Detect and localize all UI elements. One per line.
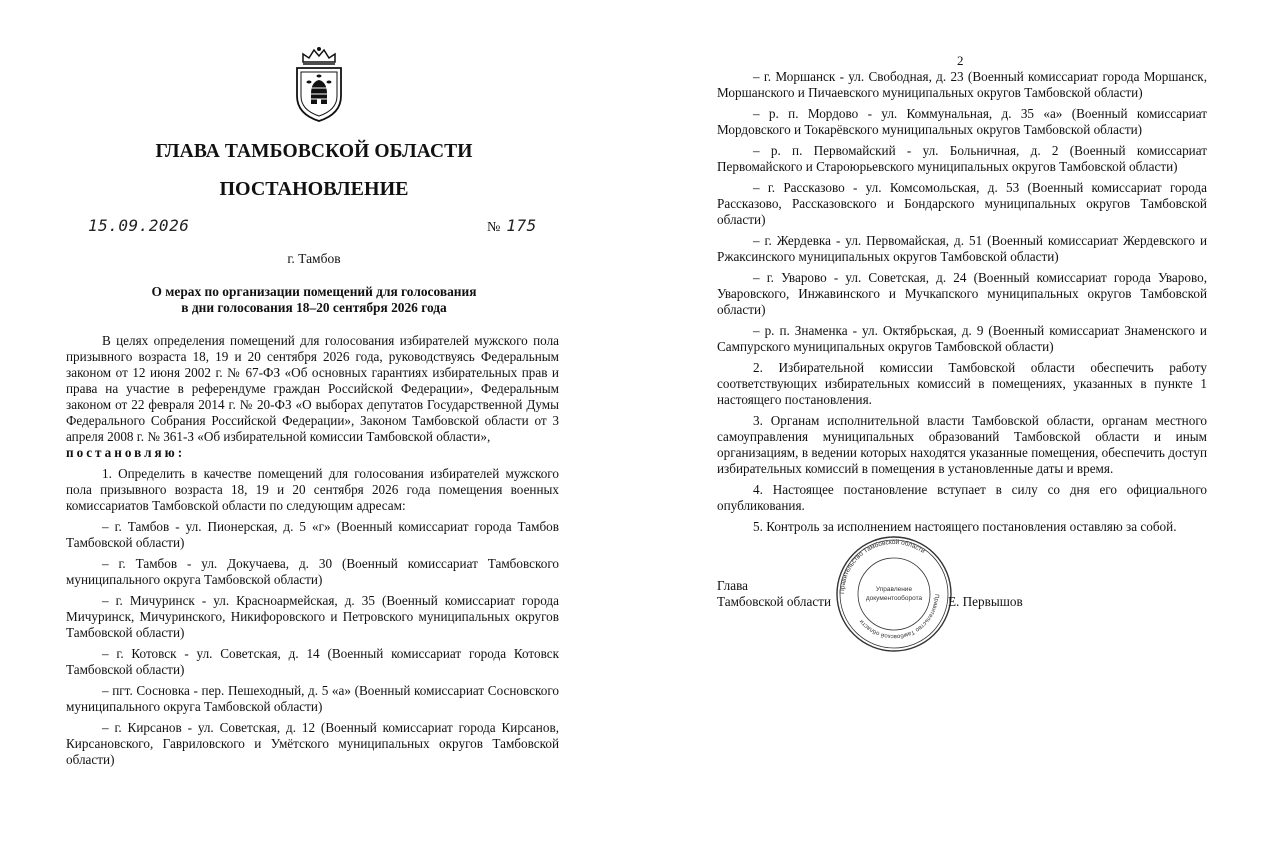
item-3-paragraph: 3. Органам исполнительной власти Тамбовской области, органам местного самоуправления муниципальных образований Тамбовской области и иным организациям, в ведении которых находятся указанные помещения, обеспечить доступ избирательных комиссий в помещения в установленные даты и время.: [717, 413, 1207, 476]
document-type: ПОСТАНОВЛЕНИЕ: [219, 178, 409, 200]
page-2: [640, 0, 1280, 851]
address-item: – г. Котовск - ул. Советская, д. 14 (Военный комиссариат города Котовск Тамбовской области): [66, 646, 559, 677]
address-item: – г. Мичуринск - ул. Красноармейская, д. 35 (Военный комиссариат города Мичуринск, Мичуринского, Никифоровского и Петровского муниципальных округов Тамбовской области): [66, 593, 559, 640]
page-number: 2: [957, 53, 964, 68]
address-item: – пгт. Сосновка - пер. Пешеходный, д. 5 «а» (Военный комиссариат Сосновского муниципального округа Тамбовской области): [66, 683, 559, 714]
signatory-title-line: Тамбовской области: [717, 594, 831, 609]
preamble-paragraph: В целях определения помещений для голосования избирателей мужского пола призывного возраста 18, 19 и 20 сентября 2026 года, руководствуясь Федеральным законом от 12 июня 2002 г. № 67-ФЗ «Об основных гарантиях избирательных прав и права на участие в референдуме граждан Российской Федерации», Федеральным законом от 22 февраля 2014 г. № 20-ФЗ «О выборах депутатов Государственной Думы Федерального Собрания Российской Федерации», Законом Тамбовской области от 3 апреля 2008 г. № 361-З «Об избирательной комиссии Тамбовской области»,: [66, 333, 559, 444]
decree-line: постановляю:: [66, 445, 183, 460]
stamp-ring-text: Правительство Тамбовской области: [858, 593, 940, 640]
address-item: – р. п. Первомайский - ул. Больничная, д. 2 (Военный комиссариат Первомайского и Староюрьевского муниципальных округов Тамбовской области): [717, 143, 1207, 174]
stamp-ring-text: Правительство Тамбовской области: [838, 538, 927, 595]
coat-of-arms-emblem: [289, 46, 349, 124]
address-item: – г. Моршанск - ул. Свободная, д. 23 (Военный комиссариат города Моршанск, Моршанского и Пичаевского муниципальных округов Тамбовской области): [717, 69, 1207, 100]
address-item: – р. п. Знаменка - ул. Октябрьская, д. 9 (Военный комиссариат Знаменского и Сампурского муниципальных округов Тамбовской области): [717, 323, 1207, 354]
body-text: [66, 333, 559, 773]
stamp-center-text: Управление: [875, 586, 913, 593]
item-4-paragraph: 4. Настоящее постановление вступает в силу со дня его официального опубликования.: [717, 482, 1207, 513]
document-title: [60, 284, 568, 316]
handwritten-number: 175: [506, 216, 537, 235]
address-item: – г. Рассказово - ул. Комсомольская, д. 53 (Военный комиссариат города Рассказово, Рассказовского и Бондарского муниципальных округов Тамбовской области): [717, 180, 1207, 227]
address-item: – г. Тамбов - ул. Пионерская, д. 5 «г» (Военный комиссариат города Тамбов Тамбовской области): [66, 519, 559, 550]
item-2-paragraph: 2. Избирательной комиссии Тамбовской области обеспечить работу соответствующих избирательных комиссий в помещениях, указанных в пункте 1 настоящего постановления.: [717, 360, 1207, 407]
number-sign: №: [487, 220, 501, 235]
handwritten-date: 15.09.2026: [88, 216, 190, 235]
title-line: в дни голосования 18–20 сентября 2026 года: [181, 300, 447, 315]
address-item: – р. п. Мордово - ул. Коммунальная, д. 35 «а» (Военный комиссариат Мордовского и Токарёвского муниципальных округов Тамбовской области): [717, 106, 1207, 137]
signatory-name: Е. Первышов: [948, 594, 1023, 609]
address-item: – г. Кирсанов - ул. Советская, д. 12 (Военный комиссариат города Кирсанов, Кирсановского, Гавриловского и Умётского муниципальных округов Тамбовской области): [66, 720, 559, 767]
decree-word: постановляю: [66, 445, 178, 460]
signatory-title: [717, 578, 831, 610]
item-1-paragraph: 1. Определить в качестве помещений для голосования избирателей мужского пола призывного возраста 18, 19 и 20 сентября 2026 года помещения военных комиссариатов Тамбовской области по следующим адресам:: [66, 466, 559, 513]
stamp-center-text: документооборота: [865, 595, 923, 602]
body-text: [717, 69, 1207, 540]
address-item: – г. Жердевка - ул. Первомайская, д. 51 (Военный комиссариат Жердевского и Ржаксинского муниципальных округов Тамбовской области): [717, 233, 1207, 264]
signatory-title-line: Глава: [717, 578, 748, 593]
document-number: [487, 216, 537, 236]
address-item: – г. Тамбов - ул. Докучаева, д. 30 (Военный комиссариат Тамбовского муниципального округа Тамбовской области): [66, 556, 559, 587]
address-item: – г. Уварово - ул. Советская, д. 24 (Военный комиссариат города Уварово, Уваровского, Инжавинского и Мучкапского муниципальных округов Тамбовской области): [717, 270, 1207, 317]
issuing-authority: ГЛАВА ТАМБОВСКОЙ ОБЛАСТИ: [155, 141, 473, 162]
item-5-paragraph: 5. Контроль за исполнением настоящего постановления оставляю за собой.: [753, 519, 1177, 534]
place-of-issue: г. Тамбов: [287, 251, 341, 266]
title-line: О мерах по организации помещений для голосования: [151, 284, 477, 299]
official-stamp: [834, 534, 954, 654]
